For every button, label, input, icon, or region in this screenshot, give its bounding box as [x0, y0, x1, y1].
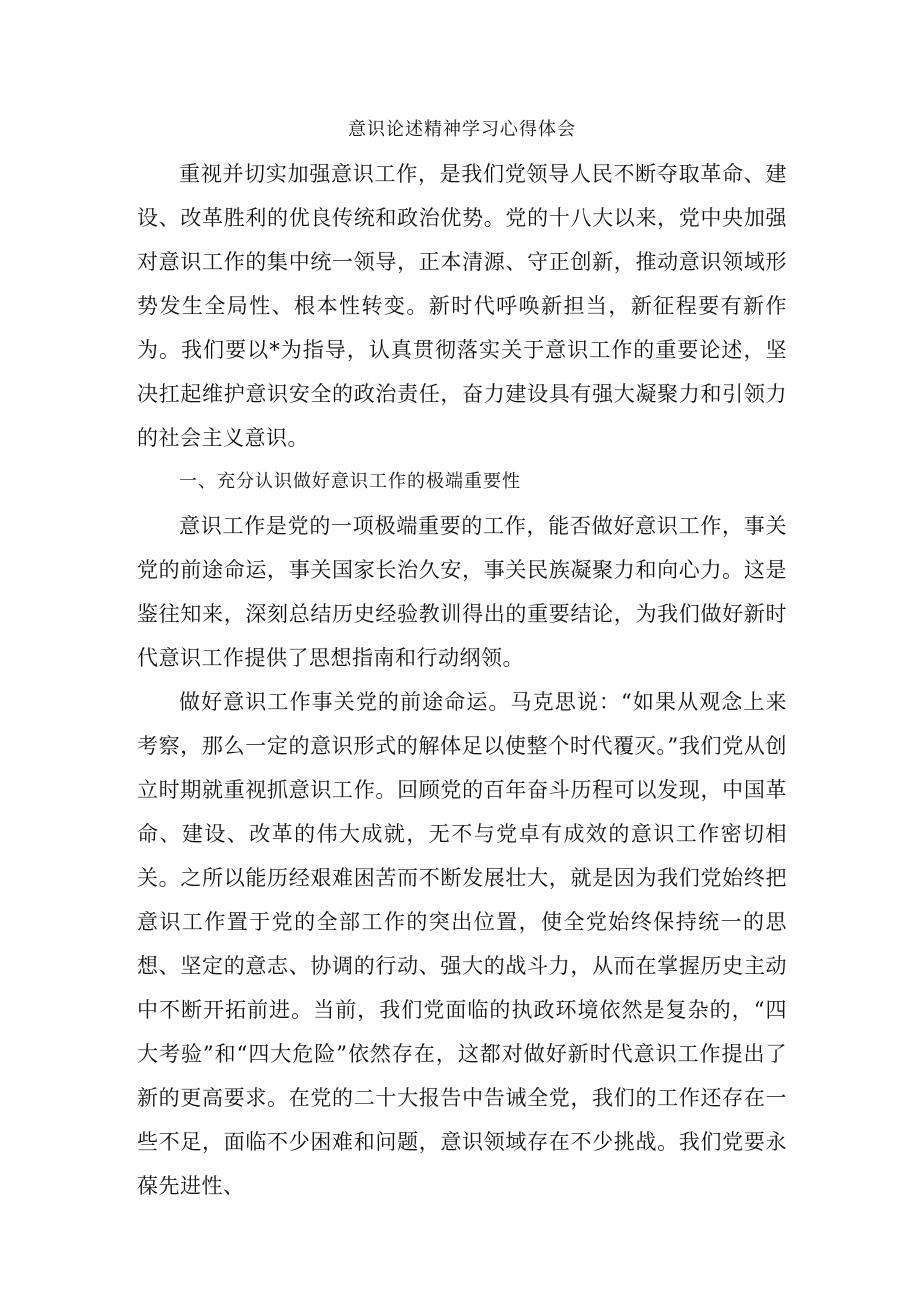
- section1-paragraph-1: 意识工作是党的一项极端重要的工作，能否做好意识工作，事关党的前途命运，事关国家长治久安，事关民族凝聚力和向心力。这是鉴往知来，深刻总结历史经验教训得出的重要结论，为我们做好新时代意识工作提供了思想指南和行动纲领。: [137, 514, 787, 670]
- section-heading-1: 一、充分认识做好意识工作的极端重要性: [179, 471, 521, 492]
- document-page: [137, 108, 787, 1208]
- document-title: 意识论述精神学习心得体会: [348, 119, 576, 140]
- intro-paragraph: 重视并切实加强意识工作，是我们党领导人民不断夺取革命、建设、改革胜利的优良传统和政治优势。党的十八大以来，党中央加强对意识工作的集中统一领导，正本清源、守正创新，推动意识领域形势发生全局性、根本性转变。新时代呼唤新担当，新征程要有新作为。我们要以*为指导，认真贯彻落实关于意识工作的重要论述，坚决扛起维护意识安全的政治责任，奋力建设具有强大凝聚力和引领力的社会主义意识。: [137, 162, 787, 450]
- section1-paragraph-2: 做好意识工作事关党的前途命运。马克思说：“如果从观念上来考察，那么一定的意识形式的解体足以使整个时代覆灭。”我们党从创立时期就重视抓意识工作。回顾党的百年奋斗历程可以发现，中国革命、建设、改革的伟大成就，无不与党卓有成效的意识工作密切相关。之所以能历经艰难困苦而不断发展壮大，就是因为我们党始终把意识工作置于党的全部工作的突出位置，使全党始终保持统一的思想、坚定的意志、协调的行动、强大的战斗力，从而在掌握历史主动中不断开拓前进。当前，我们党面临的执政环境依然是复杂的，“四大考验”和“四大危险”依然存在，这都对做好新时代意识工作提出了新的更高要求。在党的二十大报告中告诫全党，我们的工作还存在一些不足，面临不少困难和问题，意识领域存在不少挑战。我们党要永葆先进性、: [137, 690, 787, 1198]
